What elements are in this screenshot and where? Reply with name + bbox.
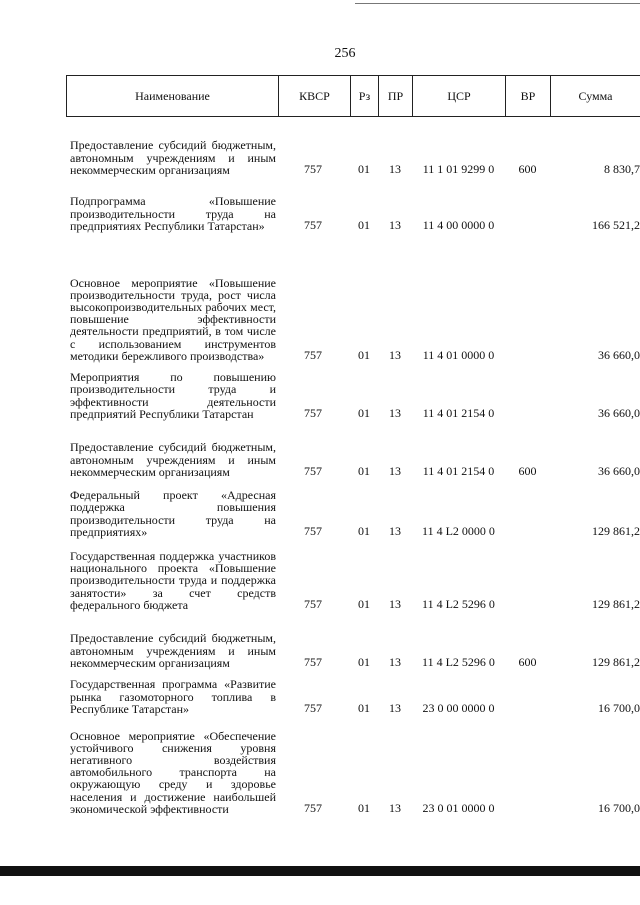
row-pr: 13 bbox=[389, 524, 401, 538]
table-header bbox=[66, 75, 640, 117]
row-rz: 01 bbox=[358, 655, 370, 669]
row-rz: 01 bbox=[358, 218, 370, 232]
row-name: Предоставление субсидий бюджетным, автономным учреждениям и иным некоммерческим организациям bbox=[70, 631, 276, 670]
row-csr: 11 4 01 0000 0 bbox=[422, 348, 495, 362]
row-sum: 16 700,0 bbox=[598, 701, 640, 715]
row-kvsr: 757 bbox=[304, 348, 322, 362]
row-name: Государственная программа «Развитие рынка газомоторного топлива в Республике Татарстан» bbox=[70, 677, 276, 716]
row-rz: 01 bbox=[358, 597, 370, 611]
table-row bbox=[66, 669, 640, 715]
row-vr: 600 bbox=[518, 464, 537, 478]
row-pr: 13 bbox=[389, 597, 401, 611]
row-name: Мероприятия по повышению производительности труда и эффективности деятельности предприятий Республики Татарстан bbox=[70, 370, 276, 421]
row-vr: 600 bbox=[518, 655, 537, 669]
row-sum: 129 861,2 bbox=[592, 524, 640, 538]
row-sum: 36 660,0 bbox=[598, 464, 640, 478]
row-kvsr: 757 bbox=[304, 655, 322, 669]
row-sum: 36 660,0 bbox=[598, 406, 640, 420]
row-rz: 01 bbox=[358, 801, 370, 815]
row-name: Государственная поддержка участников национального проекта «Повышение производительности труда и поддержка занятости» за счет средств федерального бюджета bbox=[70, 548, 276, 612]
row-rz: 01 bbox=[358, 464, 370, 478]
row-kvsr: 757 bbox=[304, 524, 322, 538]
row-sum: 166 521,2 bbox=[592, 218, 640, 232]
row-pr: 13 bbox=[389, 464, 401, 478]
row-pr: 13 bbox=[389, 655, 401, 669]
row-sum: 129 861,2 bbox=[592, 655, 640, 669]
row-csr: 23 0 01 0000 0 bbox=[422, 801, 495, 815]
column-header-name: Наименование bbox=[67, 76, 279, 117]
row-kvsr: 757 bbox=[304, 701, 322, 715]
row-rz: 01 bbox=[358, 406, 370, 420]
row-csr: 11 4 L2 0000 0 bbox=[422, 524, 495, 538]
scan-bottom-border bbox=[0, 866, 640, 876]
row-csr: 11 4 00 0000 0 bbox=[422, 218, 495, 232]
row-vr: 600 bbox=[518, 162, 537, 176]
table-row bbox=[66, 478, 640, 538]
row-sum: 8 830,7 bbox=[604, 162, 640, 176]
row-pr: 13 bbox=[389, 218, 401, 232]
page-number: 256 bbox=[334, 46, 356, 61]
column-header-rz: Рз bbox=[351, 76, 379, 117]
row-pr: 13 bbox=[389, 701, 401, 715]
row-csr: 11 4 01 2154 0 bbox=[422, 464, 495, 478]
row-kvsr: 757 bbox=[304, 597, 322, 611]
row-name: Предоставление субсидий бюджетным, автономным учреждениям и иным некоммерческим организациям bbox=[70, 440, 276, 479]
row-rz: 01 bbox=[358, 701, 370, 715]
row-pr: 13 bbox=[389, 162, 401, 176]
row-rz: 01 bbox=[358, 524, 370, 538]
row-sum: 129 861,2 bbox=[592, 597, 640, 611]
table-row bbox=[66, 362, 640, 420]
row-name: Предоставление субсидий бюджетным, автономным учреждениям и иным некоммерческим организациям bbox=[70, 138, 276, 177]
row-csr: 11 4 L2 5296 0 bbox=[422, 597, 495, 611]
row-csr: 23 0 00 0000 0 bbox=[422, 701, 495, 715]
table-row bbox=[66, 118, 640, 176]
row-pr: 13 bbox=[389, 801, 401, 815]
table-row bbox=[66, 715, 640, 815]
table-row bbox=[66, 611, 640, 669]
column-header-csr: ЦСР bbox=[413, 76, 506, 117]
table-row bbox=[66, 420, 640, 478]
row-pr: 13 bbox=[389, 406, 401, 420]
row-pr: 13 bbox=[389, 348, 401, 362]
row-sum: 36 660,0 bbox=[598, 348, 640, 362]
row-csr: 11 4 L2 5296 0 bbox=[422, 655, 495, 669]
row-csr: 11 1 01 9299 0 bbox=[422, 162, 495, 176]
row-kvsr: 757 bbox=[304, 218, 322, 232]
table-body bbox=[66, 118, 640, 815]
table-row bbox=[66, 232, 640, 362]
row-name: Основное мероприятие «Обеспечение устойчивого снижения уровня негативного воздействия автомобильного транспорта на окружающую среду и здоровье населения и достижение наибольшей экономической эффективности bbox=[70, 728, 276, 816]
row-csr: 11 4 01 2154 0 bbox=[422, 406, 495, 420]
column-header-pr: ПР bbox=[379, 76, 413, 117]
row-name: Подпрограмма «Повышение производительности труда на предприятиях Республики Татарстан» bbox=[70, 194, 276, 233]
row-sum: 16 700,0 bbox=[598, 801, 640, 815]
column-header-vr: ВР bbox=[506, 76, 551, 117]
row-rz: 01 bbox=[358, 162, 370, 176]
table-row bbox=[66, 176, 640, 232]
row-name: Федеральный проект «Адресная поддержка повышения производительности труда на предприятиях» bbox=[70, 488, 276, 539]
row-rz: 01 bbox=[358, 348, 370, 362]
table-row bbox=[66, 538, 640, 611]
row-kvsr: 757 bbox=[304, 801, 322, 815]
row-name: Основное мероприятие «Повышение производительности труда, рост числа высокопроизводительных рабочих мест, повышение эффективности деятельности предприятий, в том числе с использованием инструментов методики бережливого производства» bbox=[70, 275, 276, 363]
column-header-sum: Сумма bbox=[551, 76, 640, 117]
row-kvsr: 757 bbox=[304, 162, 322, 176]
row-kvsr: 757 bbox=[304, 464, 322, 478]
column-header-kvsr: КВСР bbox=[279, 76, 351, 117]
scan-edge-line bbox=[355, 3, 640, 4]
row-kvsr: 757 bbox=[304, 406, 322, 420]
